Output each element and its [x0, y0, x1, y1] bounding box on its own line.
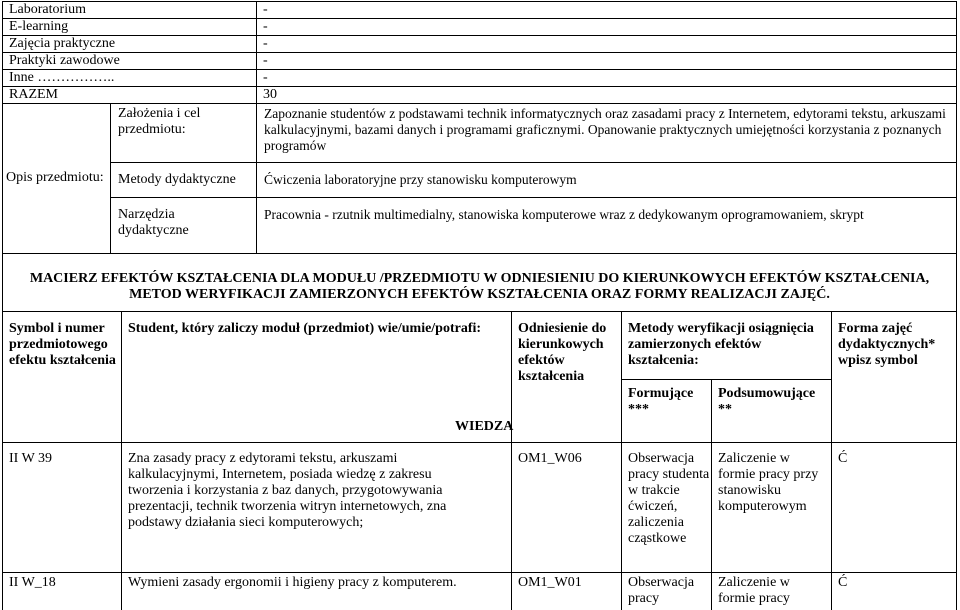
row-label-razem: RAZEM — [9, 87, 58, 102]
table-row-2-forma: Ć — [838, 575, 848, 590]
table-row-1-forma: Ć — [838, 451, 848, 466]
row-label-elearning: E-learning — [9, 19, 69, 34]
table-row-2-podsumowujace: Zaliczenie w formie pracy — [718, 575, 790, 606]
row-divider — [2, 52, 957, 53]
row-label-laboratorium: Laboratorium — [9, 2, 86, 17]
metody-text: Ćwiczenia laboratoryjne przy stanowisku komputerowym — [264, 172, 577, 187]
row-divider — [2, 311, 957, 312]
row-value-razem: 30 — [263, 87, 277, 102]
table-border-top — [2, 1, 957, 2]
col-divider — [256, 103, 257, 253]
col-divider — [110, 103, 111, 253]
zalozenia-text: Zapoznanie studentów z podstawami technik informatycznych oraz zasadami pracy z Internetem, edytorami tekstu, arkuszami kalkulacyjnymi, bazami danych i programami graficznymi. Opanowanie praktycznych umiejętności korzystania z poznanych programów — [264, 106, 946, 153]
row-divider — [110, 197, 957, 198]
header-forma: Forma zajęć dydaktycznych* wpisz symbol — [838, 321, 936, 368]
header-formujace: Formujące *** — [628, 386, 694, 417]
narzedzia-label: Narzędzia dydaktyczne — [118, 207, 189, 238]
table-row-1-symbol: II W 39 — [9, 451, 53, 466]
header-student: Student, który zaliczy moduł (przedmiot) wie/umie/potrafi: — [128, 321, 482, 336]
row-divider — [2, 69, 957, 70]
col-divider — [831, 311, 832, 610]
header-podsumowujace: Podsumowujące ** — [718, 386, 816, 417]
row-divider — [2, 18, 957, 19]
row-divider — [110, 162, 957, 163]
row-label-praktyki: Praktyki zawodowe — [9, 53, 120, 68]
table-border-left — [2, 1, 3, 610]
table-row-2-text: Wymieni zasady ergonomii i higieny pracy z komputerem. — [128, 575, 457, 590]
narzedzia-text: Pracownia - rzutnik multimedialny, stanowiska komputerowe wraz z dedykowanym oprogramowaniem, skrypt — [264, 207, 864, 222]
row-divider — [2, 86, 957, 87]
col-divider — [121, 311, 122, 610]
opis-label: Opis przedmiotu: — [6, 170, 104, 185]
table-row-2-symbol: II W_18 — [9, 575, 56, 590]
row-value-laboratorium: - — [263, 2, 268, 17]
row-value-praktyki: - — [263, 53, 268, 68]
col-divider — [511, 311, 512, 610]
row-divider — [2, 103, 957, 104]
col-divider — [621, 311, 622, 610]
table-row-1-text: Zna zasady pracy z edytorami tekstu, arkuszami kalkulacyjnymi, Internetem, posiada wiedzę z zakresu tworzenia i korzystania z baz danych, przygotowywania prezentacji, technik tworzenia witryn internetowych, zna podstawy działania sieci komputerowych; — [128, 451, 447, 530]
row-value-inne: - — [263, 70, 268, 85]
row-divider — [2, 35, 957, 36]
header-wiedza: WIEDZA — [455, 419, 514, 434]
macierz-line1: MACIERZ EFEKTÓW KSZTAŁCENIA DLA MODUŁU /PRZEDMIOTU W ODNIESIENIU DO KIERUNKOWYCH EFEKTÓW KSZTAŁCENIA, — [29, 271, 930, 286]
zalozenia-label: Założenia i cel przedmiotu: — [118, 106, 201, 137]
macierz-line2: METOD WERYFIKACJI ZAMIERZONYCH EFEKTÓW KSZTAŁCENIA ORAZ FORMY REALIZACJI ZAJĘĆ. — [129, 287, 830, 302]
row-divider — [2, 572, 957, 573]
table-row-1-formujace: Obserwacja pracy studenta w trakcie ćwiczeń, zaliczenia cząstkowe — [628, 451, 710, 546]
row-value-zajecia: - — [263, 36, 268, 51]
row-label-zajecia: Zajęcia praktyczne — [9, 36, 116, 51]
row-label-inne: Inne …………….. — [9, 70, 115, 85]
col-divider — [711, 379, 712, 610]
table-border-right — [956, 1, 957, 610]
header-metody: Metody weryfikacji osiągnięcia zamierzonych efektów kształcenia: — [628, 321, 814, 368]
col-divider — [256, 1, 257, 103]
table-row-2-odniesienie: OM1_W01 — [518, 575, 582, 590]
metody-label: Metody dydaktyczne — [118, 172, 236, 187]
header-odniesienie: Odniesienie do kierunkowych efektów kształcenia — [518, 321, 607, 384]
row-divider — [2, 253, 957, 254]
row-divider — [2, 442, 957, 443]
table-row-2-formujace: Obserwacja pracy — [628, 575, 695, 606]
row-divider — [621, 379, 831, 380]
table-row-1-odniesienie: OM1_W06 — [518, 451, 582, 466]
header-symbol: Symbol i numer przedmiotowego efektu kształcenia — [9, 321, 116, 368]
row-value-elearning: - — [263, 19, 268, 34]
table-row-1-podsumowujace: Zaliczenie w formie pracy przy stanowisku komputerowym — [718, 451, 819, 514]
